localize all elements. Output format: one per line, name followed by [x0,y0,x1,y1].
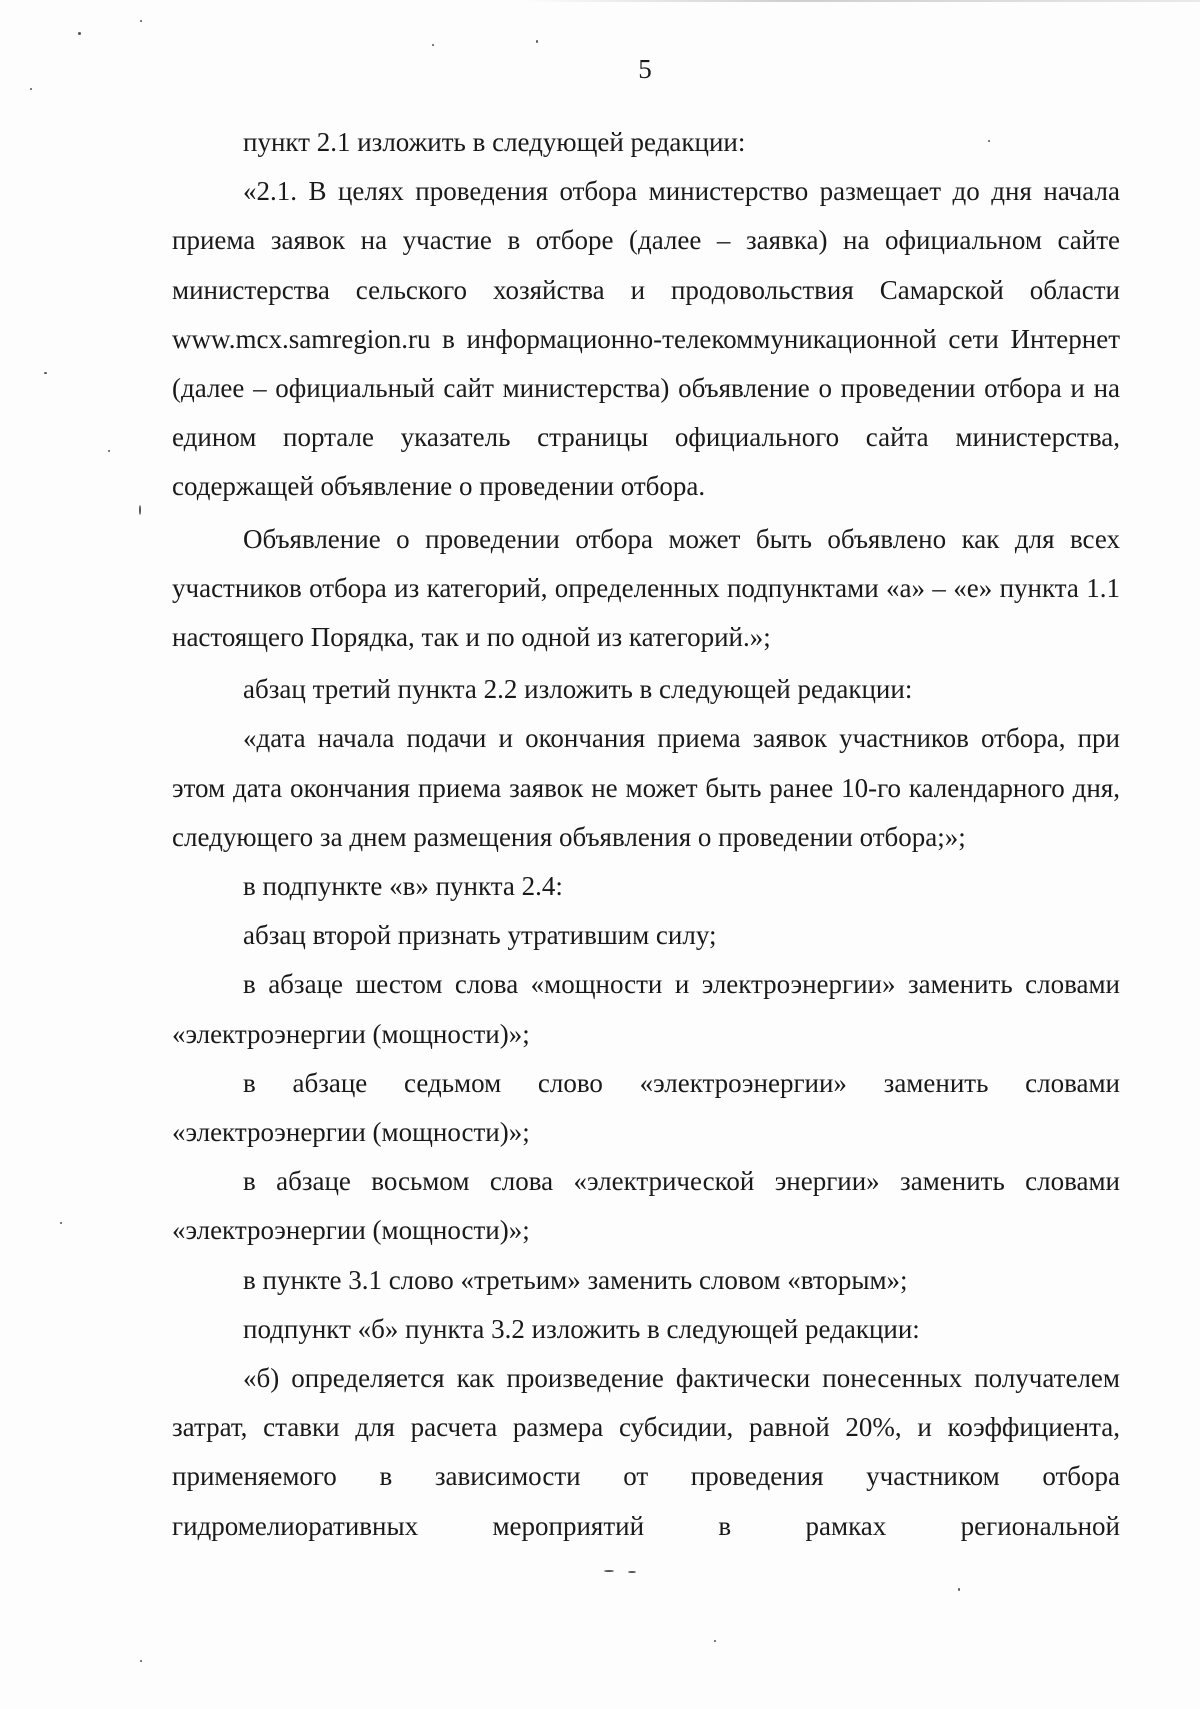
scan-speck [30,88,32,90]
scan-speck [604,1570,614,1572]
paragraph: в подпункте «в» пункта 2.4: [243,871,563,902]
scan-speck [60,1222,62,1224]
scan-speck [628,1571,636,1573]
paragraph: «2.1. В целях проведения отбора министерство размещает до дня начала приема заявок на участие в отборе (далее – заявка) на официальном сайте министерства сельского хозяйства и продовольствия Самарской области www.mcx.samregion.ru в информационно-телекоммуникационной сети Интернет (далее – официальный сайт министерства) объявление о проведении отбора и на едином портале указатель страницы официального сайта министерства, содержащей объявление о проведении отбора. [172,176,1120,502]
paragraph: абзац второй признать утратившим силу; [243,920,717,951]
paragraph: в абзаце восьмом слова «электрической энергии» заменить словами «электроэнергии (мощности)»; [172,1166,1120,1246]
paragraph: в пункте 3.1 слово «третьим» заменить словом «вторым»; [243,1264,908,1295]
page-number: 5 [638,54,652,84]
paragraph: «б) определяется как произведение фактически понесенных получателем затрат, ставки для расчета размера субсидии, равной 20%, и коэффициента, применяемого в зависимости от проведения участником отбора гидромелиоративных мероприятий в рамках региональной [172,1363,1120,1541]
scan-speck [108,450,110,452]
paragraph: пункт 2.1 изложить в следующей редакции: [243,127,746,157]
paragraph: абзац третий пункта 2.2 изложить в следующей редакции: [243,674,913,705]
scan-edge-shadow [520,0,1200,2]
scan-speck [139,505,141,515]
paragraph: «дата начала подачи и окончания приема заявок участников отбора, при этом дата окончания приема заявок не может быть ранее 10-го календарного дня, следующего за днем размещения объявления о проведении отбора;»; [172,723,1120,852]
scan-speck [988,140,990,142]
scan-speck [140,20,142,22]
scan-speck [140,1660,142,1662]
scan-speck [78,32,81,35]
paragraph: в абзаце седьмом слово «электроэнергии» заменить словами «электроэнергии (мощности)»; [172,1067,1120,1148]
scan-speck [536,40,538,43]
paragraph: подпункт «б» пункта 3.2 изложить в следующей редакции: [243,1313,920,1344]
scan-speck [958,1588,960,1591]
paragraph: Объявление о проведении отбора может быть объявлено как для всех участников отбора из категорий, определенных подпунктами «а» – «е» пункта 1.1 настоящего Порядка, так и по одной из категорий.»; [172,523,1120,653]
scan-speck [44,372,47,374]
document-body [172,118,1120,1551]
paragraph: в абзаце шестом слова «мощности и электроэнергии» заменить словами «электроэнергии (мощности)»; [172,969,1120,1049]
scan-speck [714,1640,716,1642]
scan-speck [432,44,434,46]
